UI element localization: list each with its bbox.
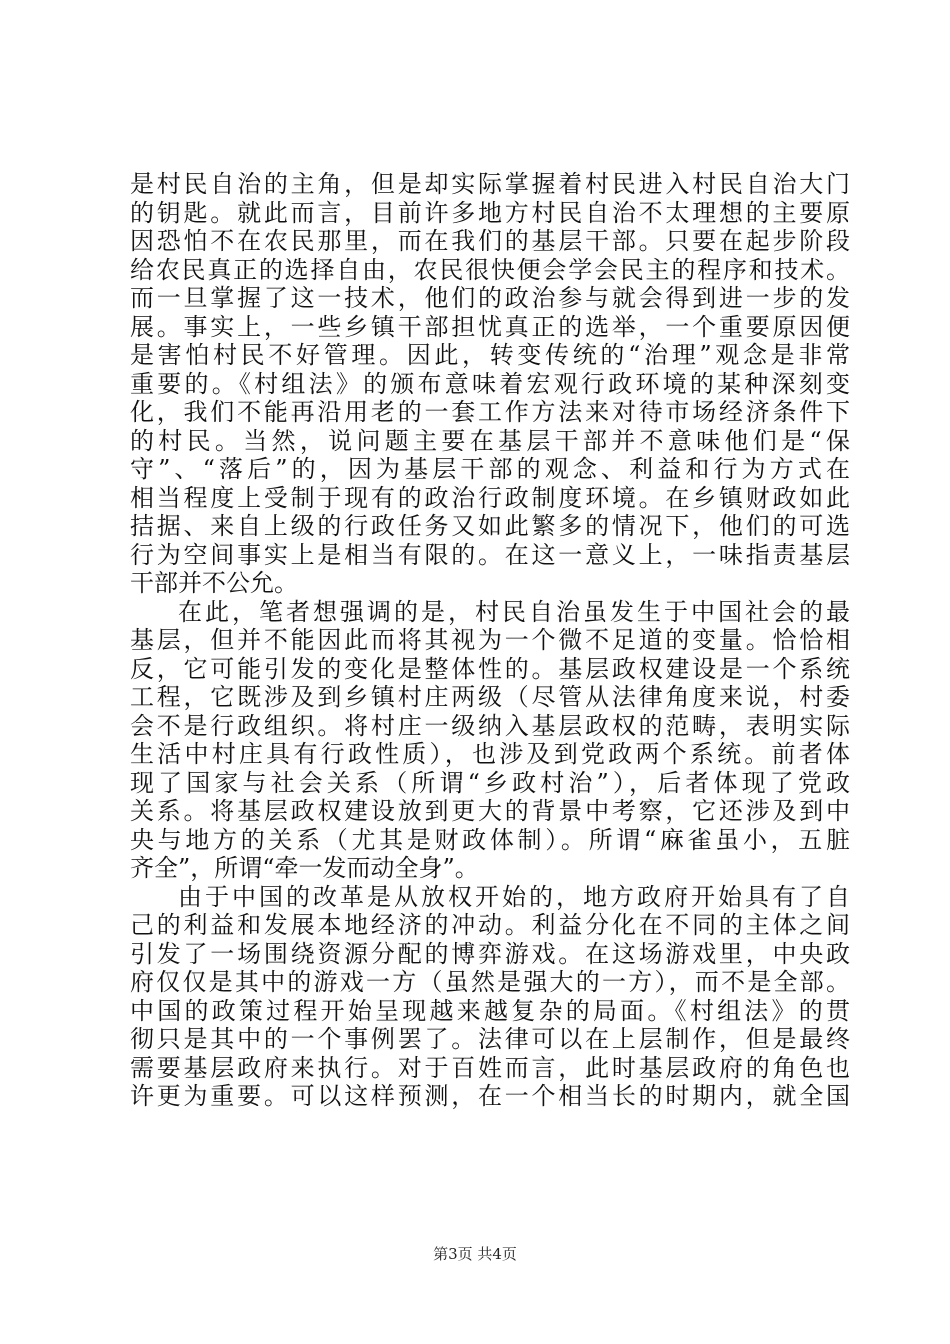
paragraph-first-line: 由于中国的改革是从放权开始的，地方政府开始具有了自 bbox=[178, 882, 850, 911]
body-text bbox=[130, 170, 850, 1111]
text-line: 重要的。《村组法》的颁布意味着宏观行政环境的某种深刻变 bbox=[130, 369, 850, 398]
text-line: 相当程度上受制于现有的政治行政制度环境。在乡镇财政如此 bbox=[130, 483, 850, 512]
text-line: 府仅仅是其中的游戏一方（虽然是强大的一方），而不是全部。 bbox=[130, 968, 850, 996]
text-line: 中国的政策过程开始呈现越来越复杂的局面。《村组法》的贯 bbox=[130, 996, 850, 1025]
text-line: 的村民。当然，说问题主要在基层干部并不意味他们是“保 bbox=[130, 426, 850, 455]
text-line: 化，我们不能再沿用老的一套工作方法来对待市场经济条件下 bbox=[130, 398, 850, 426]
text-line: 给农民真正的选择自由，农民很快便会学会民主的程序和技术。 bbox=[130, 255, 850, 284]
text-line: 是害怕村民不好管理。因此，转变传统的“治理”观念是非常 bbox=[130, 341, 850, 369]
text-line: 工程，它既涉及到乡镇村庄两级（尽管从法律角度来说，村委 bbox=[130, 683, 850, 711]
text-line: 央与地方的关系（尤其是财政体制）。所谓“麻雀虽小，五脏 bbox=[130, 825, 850, 854]
page-number-label: 第3页 共4页 bbox=[433, 1245, 517, 1263]
text-line: 引发了一场围绕资源分配的博弈游戏。在这场游戏里，中央政 bbox=[130, 939, 850, 968]
text-line: 现了国家与社会关系（所谓“乡政村治”），后者体现了党政 bbox=[130, 768, 850, 797]
text-line: 守”、“落后”的，因为基层干部的观念、利益和行为方式在 bbox=[130, 455, 850, 483]
text-line: 行为空间事实上是相当有限的。在这一意义上，一味指责基层 bbox=[130, 540, 850, 569]
text-line: 许更为重要。可以这样预测，在一个相当长的时期内，就全国 bbox=[130, 1082, 850, 1110]
text-line: 而一旦掌握了这一技术，他们的政治参与就会得到进一步的发 bbox=[130, 284, 850, 312]
text-line: 需要基层政府来执行。对于百姓而言，此时基层政府的角色也 bbox=[130, 1053, 850, 1082]
text-line: 齐全”，所谓“牵一发而动全身”。 bbox=[130, 854, 479, 882]
text-line: 的钥匙。就此而言，目前许多地方村民自治不太理想的主要原 bbox=[130, 198, 850, 227]
paragraph-first-line: 在此，笔者想强调的是，村民自治虽发生于中国社会的最 bbox=[178, 597, 850, 626]
text-line: 生活中村庄具有行政性质），也涉及到党政两个系统。前者体 bbox=[130, 740, 850, 768]
text-line: 彻只是其中的一个事例罢了。法律可以在上层制作，但是最终 bbox=[130, 1025, 850, 1053]
text-line: 展。事实上，一些乡镇干部担忧真正的选举，一个重要原因便 bbox=[130, 312, 850, 341]
text-line: 干部并不公允。 bbox=[130, 569, 298, 597]
text-line: 拮据、来自上级的行政任务又如此繁多的情况下，他们的可选 bbox=[130, 512, 850, 540]
page-footer bbox=[0, 1243, 950, 1264]
text-line: 会不是行政组织。将村庄一级纳入基层政权的范畴，表明实际 bbox=[130, 711, 850, 740]
text-line: 是村民自治的主角，但是却实际掌握着村民进入村民自治大门 bbox=[130, 170, 850, 198]
text-line: 基层，但并不能因此而将其视为一个微不足道的变量。恰恰相 bbox=[130, 626, 850, 654]
text-line: 反，它可能引发的变化是整体性的。基层政权建设是一个系统 bbox=[130, 654, 850, 683]
text-line: 关系。将基层政权建设放到更大的背景中考察，它还涉及到中 bbox=[130, 797, 850, 825]
text-line: 因恐怕不在农民那里，而在我们的基层干部。只要在起步阶段 bbox=[130, 227, 850, 255]
text-line: 己的利益和发展本地经济的冲动。利益分化在不同的主体之间 bbox=[130, 911, 850, 939]
